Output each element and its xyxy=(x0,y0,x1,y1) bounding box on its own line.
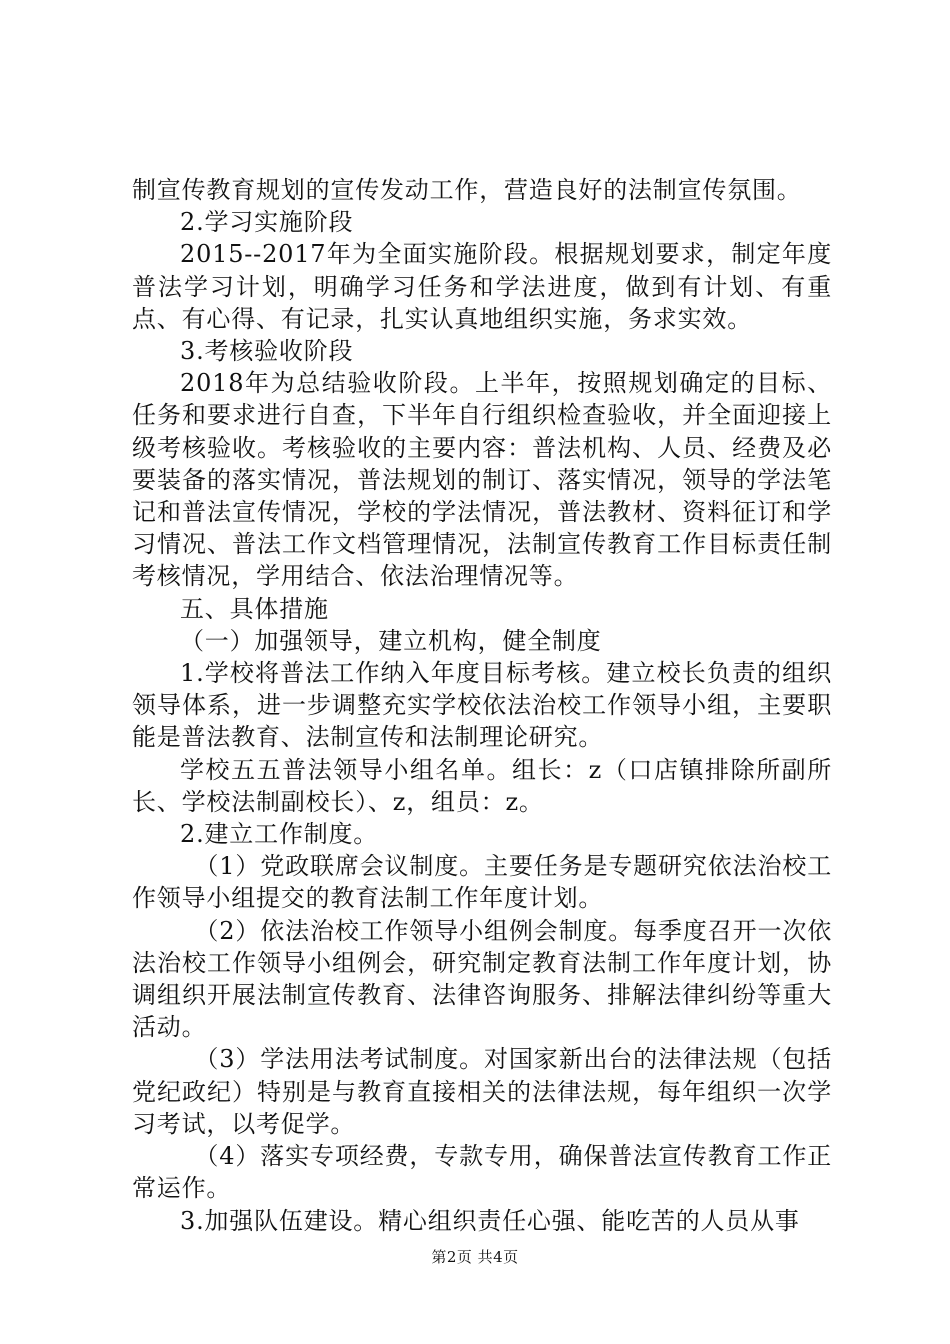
document-body xyxy=(132,174,832,1237)
paragraph: 3.考核验收阶段 xyxy=(180,337,354,366)
paragraph: 2.建立工作制度。 xyxy=(180,820,379,849)
paragraph: 学校五五普法领导小组名单。组长：z（口店镇排除所副所长、学校法制副校长）、z，组员：z。 xyxy=(132,755,832,816)
paragraph: 2018年为总结验收阶段。上半年，按照规划确定的目标、任务和要求进行自查，下半年自行组织检查验收，并全面迎接上级考核验收。考核验收的主要内容：普法机构、人员、经费及必要装备的落实情况，普法规划的制订、落实情况，领导的学法笔记和普法宣传情况，学校的学法情况，普法教材、资料征订和学习情况、普法工作文档管理情况，法制宣传教育工作目标责任制考核情况，学用结合、依法治理情况等。 xyxy=(132,369,832,591)
paragraph: （一）加强领导，建立机构，健全制度 xyxy=(180,626,602,655)
paragraph: （2）依法治校工作领导小组例会制度。每季度召开一次依法治校工作领导小组例会，研究制定教育法制工作年度计划，协调组织开展法制宣传教育、法律咨询服务、排解法律纠纷等重大活动。 xyxy=(132,916,832,1042)
paragraph: 五、具体措施 xyxy=(180,594,329,623)
paragraph: （1）党政联席会议制度。主要任务是专题研究依法治校工作领导小组提交的教育法制工作年度计划。 xyxy=(132,852,832,913)
paragraph: 1.学校将普法工作纳入年度目标考核。建立校长负责的组织领导体系，进一步调整充实学校依法治校工作领导小组，主要职能是普法教育、法制宣传和法制理论研究。 xyxy=(132,659,832,752)
page-footer: 第2页 共4页 xyxy=(431,1248,519,1266)
paragraph: （3）学法用法考试制度。对国家新出台的法律法规（包括党纪政纪）特别是与教育直接相关的法律法规，每年组织一次学习考试，以考促学。 xyxy=(132,1045,832,1138)
paragraph: 制宣传教育规划的宣传发动工作，营造良好的法制宣传氛围。 xyxy=(132,176,802,204)
paragraph: 2.学习实施阶段 xyxy=(180,208,354,237)
paragraph: （4）落实专项经费，专款专用，确保普法宣传教育工作正常运作。 xyxy=(132,1142,832,1203)
paragraph: 2015--2017年为全面实施阶段。根据规划要求，制定年度普法学习计划，明确学习任务和学法进度，做到有计划、有重点、有心得、有记录，扎实认真地组织实施，务求实效。 xyxy=(132,240,832,333)
paragraph: 3.加强队伍建设。精心组织责任心强、能吃苦的人员从事 xyxy=(180,1206,800,1235)
